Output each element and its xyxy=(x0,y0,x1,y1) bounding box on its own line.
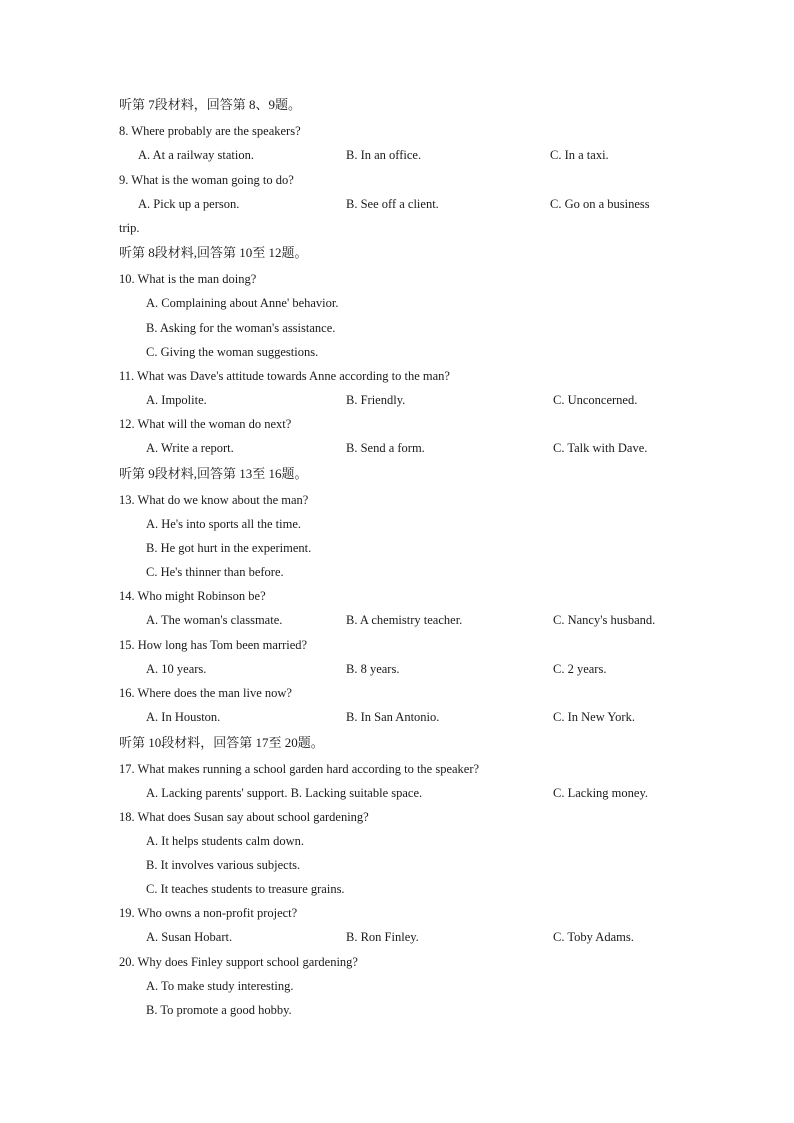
question-17-stem: 17. What makes running a school garden hard according to the speaker? xyxy=(119,762,480,776)
q11-option-c: C. Unconcerned. xyxy=(553,393,638,407)
section-header-text: 听第 7段材料，回答第 8、9题。 xyxy=(119,97,302,112)
q12-option-b: B. Send a form. xyxy=(346,441,425,455)
q10-option-c: C. Giving the woman suggestions. xyxy=(146,345,319,359)
q17-option-c: C. Lacking money. xyxy=(553,786,649,800)
q11-option-b: B. Friendly. xyxy=(346,393,406,407)
section-header xyxy=(0,95,794,115)
question-9-stem: 9. What is the woman going to do? xyxy=(119,173,294,187)
q9-option-c: C. Go on a business xyxy=(550,197,650,211)
question-19-stem: 19. Who owns a non-profit project? xyxy=(119,906,298,920)
option-line xyxy=(0,342,794,362)
question-12-stem: 12. What will the woman do next? xyxy=(119,417,292,431)
question-stem xyxy=(0,366,794,386)
options-row xyxy=(0,927,794,947)
q12-option-c: C. Talk with Dave. xyxy=(553,441,648,455)
option-line xyxy=(0,976,794,996)
options-row xyxy=(0,707,794,727)
options-row xyxy=(0,438,794,458)
q8-option-a: A. At a railway station. xyxy=(138,148,254,162)
question-stem xyxy=(0,635,794,655)
option-line xyxy=(0,538,794,558)
q15-option-b: B. 8 years. xyxy=(346,662,400,676)
question-stem xyxy=(0,759,794,779)
question-16-stem: 16. Where does the man live now? xyxy=(119,686,292,700)
question-11-stem: 11. What was Dave's attitude towards Anne according to the man? xyxy=(119,369,450,383)
q16-option-c: C. In New York. xyxy=(553,710,635,724)
q18-option-c: C. It teaches students to treasure grains. xyxy=(146,882,345,896)
q17-option-a-b: A. Lacking parents' support. B. Lacking suitable space. xyxy=(146,786,423,800)
question-stem xyxy=(0,121,794,141)
question-stem xyxy=(0,903,794,923)
section-header-text: 听第 8段材料,回答第 10至 12题。 xyxy=(119,245,308,260)
question-stem xyxy=(0,952,794,972)
q10-option-b: B. Asking for the woman's assistance. xyxy=(146,321,336,335)
question-18-stem: 18. What does Susan say about school gardening? xyxy=(119,810,369,824)
question-14-stem: 14. Who might Robinson be? xyxy=(119,589,266,603)
options-row xyxy=(0,659,794,679)
question-15-stem: 15. How long has Tom been married? xyxy=(119,638,308,652)
section-header-text: 听第 10段材料，回答第 17至 20题。 xyxy=(119,735,324,750)
q19-option-b: B. Ron Finley. xyxy=(346,930,419,944)
options-row xyxy=(0,194,794,214)
q13-option-a: A. He's into sports all the time. xyxy=(146,517,302,531)
options-row xyxy=(0,783,794,803)
option-line xyxy=(0,855,794,875)
question-stem xyxy=(0,170,794,190)
option-line xyxy=(0,562,794,582)
q19-option-a: A. Susan Hobart. xyxy=(146,930,233,944)
question-stem xyxy=(0,807,794,827)
question-stem xyxy=(0,269,794,289)
q14-option-b: B. A chemistry teacher. xyxy=(346,613,463,627)
q15-option-c: C. 2 years. xyxy=(553,662,607,676)
q18-option-b: B. It involves various subjects. xyxy=(146,858,301,872)
option-line xyxy=(0,318,794,338)
q19-option-c: C. Toby Adams. xyxy=(553,930,634,944)
option-line xyxy=(0,514,794,534)
options-row xyxy=(0,390,794,410)
q8-option-c: C. In a taxi. xyxy=(550,148,609,162)
option-line xyxy=(0,831,794,851)
section-header xyxy=(0,733,794,753)
question-stem xyxy=(0,683,794,703)
q11-option-a: A. Impolite. xyxy=(146,393,207,407)
q8-option-b: B. In an office. xyxy=(346,148,422,162)
options-row xyxy=(0,145,794,165)
q13-option-b: B. He got hurt in the experiment. xyxy=(146,541,312,555)
question-8-stem: 8. Where probably are the speakers? xyxy=(119,124,301,138)
q13-option-c: C. He's thinner than before. xyxy=(146,565,284,579)
q9-option-b: B. See off a client. xyxy=(346,197,439,211)
q14-option-c: C. Nancy's husband. xyxy=(553,613,656,627)
q15-option-a: A. 10 years. xyxy=(146,662,207,676)
q9-option-a: A. Pick up a person. xyxy=(138,197,240,211)
q20-option-b: B. To promote a good hobby. xyxy=(146,1003,292,1017)
question-20-stem: 20. Why does Finley support school gardening? xyxy=(119,955,358,969)
option-line xyxy=(0,293,794,313)
q14-option-a: A. The woman's classmate. xyxy=(146,613,283,627)
q10-option-a: A. Complaining about Anne' behavior. xyxy=(146,296,339,310)
option-line xyxy=(0,1000,794,1020)
section-header-text: 听第 9段材料,回答第 13至 16题。 xyxy=(119,466,308,481)
question-stem xyxy=(0,586,794,606)
q18-option-a: A. It helps students calm down. xyxy=(146,834,304,848)
q12-option-a: A. Write a report. xyxy=(146,441,234,455)
question-13-stem: 13. What do we know about the man? xyxy=(119,493,309,507)
question-stem xyxy=(0,414,794,434)
option-continuation xyxy=(0,218,794,238)
q9-option-c-continuation: trip. xyxy=(119,221,140,235)
q16-option-a: A. In Houston. xyxy=(146,710,221,724)
option-line xyxy=(0,879,794,899)
q16-option-b: B. In San Antonio. xyxy=(346,710,440,724)
q20-option-a: A. To make study interesting. xyxy=(146,979,294,993)
question-10-stem: 10. What is the man doing? xyxy=(119,272,257,286)
question-stem xyxy=(0,490,794,510)
section-header xyxy=(0,243,794,263)
options-row xyxy=(0,610,794,630)
section-header xyxy=(0,464,794,484)
